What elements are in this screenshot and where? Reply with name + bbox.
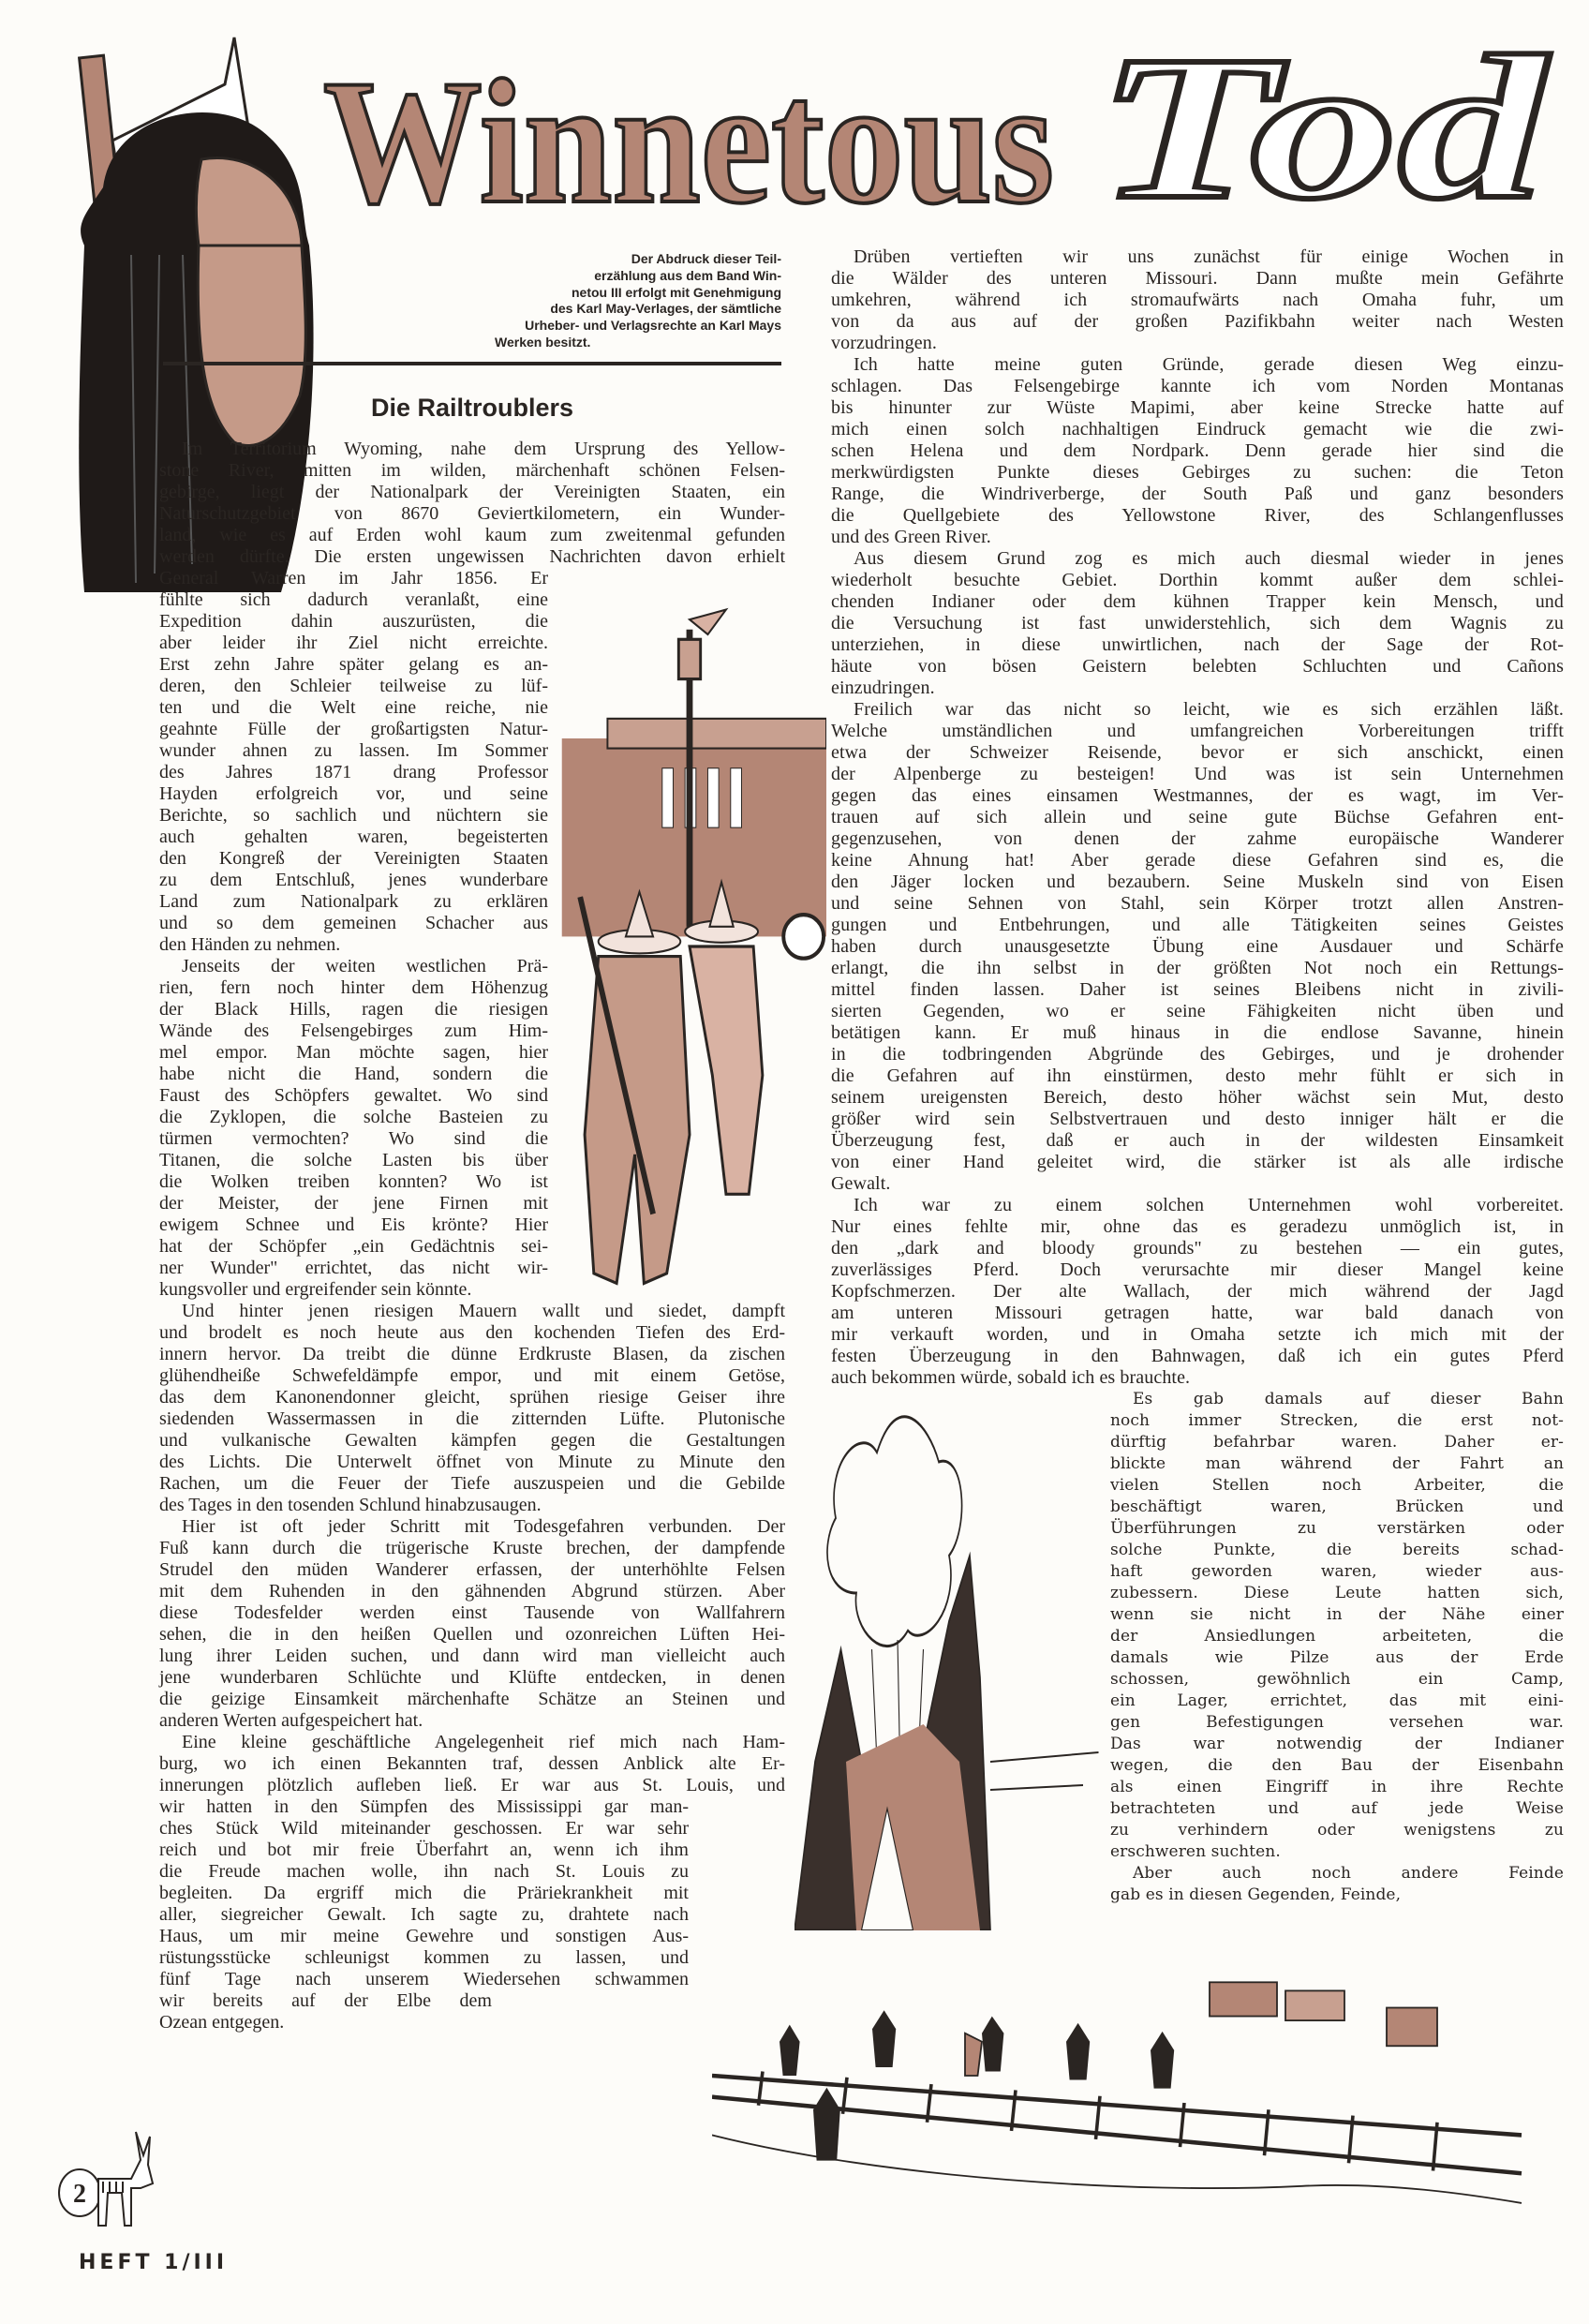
text-line: mittel finden lassen. Daher ist seines Bleibens nicht in zivili- [831,979,1564,1000]
text-line: zuverlässiges Pferd. Doch verursachte mir dieser Mangel keine [831,1259,1564,1280]
text-line: der Ansiedlungen arbeiteten, die [1110,1627,1564,1646]
text-line: umkehren, während ich stromaufwärts nach Omaha fuhr, um [831,290,1564,310]
text-line: hat der Schöpfer „ein Gedächtnis sei- [159,1236,548,1257]
text-line: betrachteten und auf jede Weise [1110,1799,1564,1818]
text-line: schlagen. Das Felsengebirge kannte ich vom Norden Montanas [831,376,1564,396]
text-line: siedenden Wassermassen in die zitternden Lüfte. Plutonische [159,1408,785,1429]
text-line: wegen, die den Bau der Eisenbahn [1110,1756,1564,1775]
text-line: die Gefahren auf ihn einstürmen, desto mehr fühlt er sich in [831,1065,1564,1086]
text-line: die Versuchung ist fast unwiderstehlich, sich dem Wagnis zu [831,613,1564,633]
text-line: Ich war zu einem solchen Unternehmen wohl vorbereitet. [854,1195,1564,1215]
text-line: anderen Werten aufgespeichert hat. [159,1710,423,1731]
text-line: Berichte, so sachlich und nüchtern sie [159,805,548,826]
text-line: noch immer Strecken, die erst not- [1110,1411,1564,1430]
text-line: General Warren im Jahr 1856. Er [159,568,548,588]
text-line: einzudringen. [831,678,935,698]
railway-workers-illustration [712,1940,1555,2212]
text-line: Kopfschmerzen. Der alte Wallach, der mich während der Jagd [831,1281,1564,1302]
text-line: des Jahres 1871 drang Professor [159,762,548,782]
text-line: Welche umständlichen und umfangreichen Vorbereitungen trifft [831,721,1564,741]
text-line: unterziehen, in diese unwirtlichen, nach der Sage der Rot- [831,634,1564,655]
text-line: dürftig befahrbar waren. Daher er- [1110,1433,1564,1452]
text-line: ein Lager, errichtet, das mit eini- [1110,1691,1564,1710]
text-line: zubessern. Diese Leute hatten sich, [1110,1584,1564,1602]
text-line: den Händen zu nehmen. [159,934,341,955]
winnetou-portrait-drawing [81,112,309,246]
text-line: stone River, mitten im wilden, märchenhaft schönen Felsen- [159,460,785,481]
text-line: Rachen, um die Feuer der Tiefe auszuspeien und die Gebilde [159,1473,785,1494]
text-line: haft geworden waren, wieder aus- [1110,1562,1564,1581]
text-line: der Meister, der jene Firnen mit [159,1193,548,1214]
text-line: werden dürfte. Die ersten ungewissen Nachrichten davon erhielt [159,546,785,567]
text-line: Überzeugung fest, daß er auch in der wildesten Einsamkeit [831,1130,1564,1151]
text-line: gab es in diesen Gegenden, Feinde, [1110,1885,1402,1904]
text-line: von einer Hand geleitet wird, die stärker ist als alle irdische [831,1152,1564,1172]
text-line: ches Stück Wild miteinander geschossen. Er war sehr [159,1818,689,1839]
text-line: die geizige Einsamkeit märchenhafte Schätze an Steinen und [159,1689,785,1709]
text-line: Jenseits der weiten westlichen Prä- [182,956,548,976]
text-line: mich einen solch nachhaltigen Eindruck gemacht wie die zwi- [831,419,1564,439]
text-line: land, wie es auf Erden wohl kaum zum zweitenmal gefunden [159,525,785,545]
text-line: Fuß kann durch die trügerische Kruste brechen, der dampfende [159,1538,785,1558]
text-line: gegen das eines einsamen Westmannes, der es wagt, im Ver- [831,785,1564,806]
text-line: Hier ist oft jeder Schritt mit Todesgefahren verbunden. Der [182,1516,785,1537]
text-line: chenden Indianer oder dem kühnen Trapper kein Mensch, und [831,591,1564,612]
text-line: mir verkauft worden, und in Omaha setzte ich mich mit der [831,1324,1564,1345]
note-line: Werken besitzt. [495,334,591,350]
text-line: der Black Hills, ragen die riesigen [159,999,548,1020]
text-line: etwa der Schweizer Reisende, bevor er sich anschickt, einen [831,742,1564,763]
masthead-title-illustration [0,0,1589,246]
text-line: kungsvoller und ergreifender sein könnte. [159,1279,472,1300]
text-line: keine Ahnung hat! Aber gerade diese Gefahren sind es, die [831,850,1564,871]
text-line: zu dem Entschluß, jenes wunderbare [159,870,548,890]
text-line: sierten Gegenden, wo er seine Fähigkeiten nicht üben und [831,1001,1564,1021]
title-word-winnetous: Winnetous [323,44,1054,241]
text-line: habe nicht die Hand, sondern die [159,1064,548,1084]
text-line: Es gab damals auf dieser Bahn [1133,1390,1564,1408]
text-line: festen Überzeugung in den Bahnwagen, daß ich ein gutes Pferd [831,1346,1564,1366]
page-number: 2 [73,2180,86,2209]
text-line: die Wolken treiben konnten? Wo ist [159,1171,548,1192]
title-word-tod: Tod [1096,13,1551,242]
text-line: ten und die Welt eine reiche, nie [159,697,548,718]
text-line: das dem Kanonendonner gleicht, sprühen riesige Geiser ihre [159,1387,785,1408]
text-line: Wände des Felsengebirges zum Him- [159,1020,548,1041]
text-line: Haus, um mir meine Gewehre und sonstigen Aus- [159,1926,689,1946]
text-line: wir hatten in den Sümpfen des Mississippi gar man- [159,1796,689,1817]
text-line: türmen vermochten? Wo sind die [159,1128,548,1149]
text-line: größer wird sein Selbstvertrauen und desto inniger hält er die [831,1109,1564,1129]
text-line: den Jäger locken und bezaubern. Seine Muskeln sind von Eisen [831,872,1564,892]
text-line: innern hervor. Da treibt die dünne Erdkruste Blasen, da zischen [159,1344,785,1364]
text-line: rüstungsstücke schleunigst kommen zu lassen, und [159,1947,689,1968]
text-line: Eine kleine geschäftliche Angelegenheit rief mich nach Ham- [182,1732,785,1752]
text-line: den Kongreß der Vereinigten Staaten [159,848,548,869]
text-line: Aber auch noch andere Feinde [1133,1864,1564,1883]
text-line: mel empor. Man möchte sagen, hier [159,1042,548,1063]
text-line: Das war notwendig der Indianer [1110,1735,1564,1753]
text-line: Titanen, die solche Lasten bis über [159,1150,548,1170]
text-line: damals wie Pilze aus der Erde [1110,1648,1564,1667]
text-line: Range, die Windriverberge, der South Paß und ganz besonders [831,484,1564,504]
text-line: auch gehalten waren, begeisterten [159,827,548,847]
text-line: Ich hatte meine guten Gründe, gerade diesen Weg einzu- [854,354,1564,375]
text-line: sehen, die in den heißen Quellen und ozonreichen Lüften Hei- [159,1624,785,1645]
text-line: diese Todesfelder werden einst Tausende von Wallfahrern [159,1602,785,1623]
text-line: in die todbringenden Abgründe des Gebirges, und je drohender [831,1044,1564,1065]
text-line: beschäftigt waren, Brücken und [1110,1497,1564,1516]
text-line: den „dark and bloody grounds" zu bestehen — ein gutes, [831,1238,1564,1259]
text-line: und des Green River. [831,527,991,547]
text-line: des Lichts. Die Unterwelt öffnet von Minute zu Minute den [159,1452,785,1472]
text-line: schen Helena und dem Nordpark. Denn gerade hier sind die [831,440,1564,461]
text-line: ewigem Schnee und Eis krönte? Hier [159,1214,548,1235]
text-line: häute von bösen Geistern belebten Schluchten und Cañons [831,656,1564,677]
text-line: Faust des Schöpfers gewaltet. Wo sind [159,1085,548,1106]
article-heading: Die Railtroublers [370,394,574,422]
text-line: die Zyklopen, die solche Basteien zu [159,1107,548,1127]
copyright-note [468,251,781,351]
text-line: wenn sie nicht in der Nähe einer [1110,1605,1564,1624]
text-line: merkwürdigsten Punkte dieses Gebirges zu suchen: die Teton [831,462,1564,483]
note-line: Urheber- und Verlagsrechte an Karl Mays [525,318,781,334]
text-line: vorzudringen. [831,333,937,353]
text-line: wiederholt besuchte Gebiet. Dorthin kommt außer dem schlei- [831,570,1564,590]
note-line: Der Abdruck dieser Teil- [631,251,781,266]
text-line: gen Befestigungen versehen war. [1110,1713,1564,1732]
text-line: erschweren suchten. [1110,1842,1281,1861]
canyon-geyser-illustration [794,1368,1104,1930]
text-line: zu verhindern oder wenigstens zu [1110,1821,1564,1840]
text-line: solche Punkte, die bereits schad- [1110,1541,1564,1559]
text-line: gegenzusehen, von denen der zahme europäische Wanderer [831,828,1564,849]
text-line: Expedition dahin auszurüsten, die [159,611,548,632]
text-line: Drüben vertieften wir uns zunächst für einige Wochen in [854,246,1564,267]
text-line: des Tages in den tosenden Schlund hinabzusaugen. [159,1495,542,1515]
text-line: glühendheiße Schwefeldämpfe empor, und mit einem Getöse, [159,1365,785,1386]
text-line: reich und bot mir freie Überfahrt an, wenn ich ihm [159,1840,689,1860]
text-line: geahnte Fülle der großartigsten Natur- [159,719,548,739]
text-line: die Wälder des unteren Missouri. Dann mußte mein Gefährte [831,268,1564,289]
text-line: fühlte sich dadurch veranlaßt, eine [159,589,548,610]
text-line: jene wunderbaren Schlüchte und Klüfte entdecken, in denen [159,1667,785,1688]
text-line: begleiten. Da ergriff mich die Präriekrankheit mit [159,1883,689,1903]
text-line: seinem ureigensten Bereich, desto höher wächst sein Mut, desto [831,1087,1564,1108]
text-line: Erst zehn Jahre später gelang es an- [159,654,548,675]
text-line: blickte man während der Fahrt an [1110,1454,1564,1473]
text-line: lung ihrer Leiden suchen, und dann wird man vielleicht auch [159,1646,785,1666]
text-line: die Quellgebiete des Yellowstone River, des Schlangenflusses [831,505,1564,526]
text-line: Aus diesem Grund zog es mich auch diesmal wieder in jenes [854,548,1564,569]
text-line: wir bereits auf der Elbe dem [159,1990,492,2011]
text-line: und so dem gemeinen Schacher aus [159,913,548,933]
text-line: die Freude machen wolle, ihn nach St. Louis zu [159,1861,689,1882]
text-line: schossen, gewöhnlich ein Camp, [1110,1670,1564,1689]
text-line: Nur eines fehlte mir, ohne das es geradezu unmöglich ist, in [831,1216,1564,1237]
text-line: Im Territorium Wyoming, nahe dem Ursprung des Yellow- [182,439,785,459]
text-line: innerungen plötzlich aufleben ließ. Er war aus St. Louis, und [159,1775,785,1795]
text-line: Naturschutzgebiet von 8670 Geviertkilometern, ein Wunder- [159,503,785,524]
text-line: bis hinunter zur Wüste Mapimi, aber keine Strecke hatte auf [831,397,1564,418]
text-line: rien, fern noch hinter dem Höhenzug [159,977,548,998]
text-line: Ozean entgegen. [159,2012,285,2033]
text-line: Land zum Nationalpark zu erklären [159,891,548,912]
text-line: Strudel den müden Wanderer erfassen, der unterhöhlte Felsen [159,1559,785,1580]
donkey-page-number-icon [52,2127,155,2230]
text-line: Und hinter jenen riesigen Mauern wallt und siedet, dampft [182,1301,785,1321]
text-line: Gewalt. [831,1173,891,1194]
text-line: trauen auf sich allein und seine gute Büchse Gefahren ent- [831,807,1564,827]
note-line: erzählung aus dem Band Win- [594,267,781,283]
text-line: der Alpenberge zu besteigen! Und was ist sein Unternehmen [831,764,1564,784]
train-travellers-illustration [553,600,826,1293]
text-line: erlangt, die ihn selbst in der größten Not noch ein Rettungs- [831,958,1564,978]
text-line: gungen und Entbehrungen, und alle Tätigkeiten seines Geistes [831,915,1564,935]
text-line: von da aus auf der großen Pazifikbahn weiter nach Westen [831,311,1564,332]
note-line: des Karl May-Verlages, der sämtliche [550,301,781,317]
text-line: mit dem Ruhenden in den gähnenden Abgrund stürzen. Aber [159,1581,785,1601]
note-line: netou III erfolgt mit Genehmigung [572,284,781,300]
text-line: burg, wo ich einen Bekannten traf, dessen Anblick alte Er- [159,1753,785,1774]
text-line: deren, den Schleier teilweise zu lüf- [159,676,548,696]
text-line: und brodelt es noch heute aus den kochenden Tiefen des Erd- [159,1322,785,1343]
text-line: aber leider ihr Ziel nicht erreichte. [159,633,548,653]
text-line: Überführungen zu verstärken oder [1110,1519,1564,1538]
text-line: fünf Tage nach unserem Wiedersehen schwammen [159,1969,689,1989]
text-line: auch bekommen würde, sobald ich es brauchte. [831,1367,1191,1388]
text-line: und seine Sehnen von Stahl, sein Körper trotzt allen Anstren- [831,893,1564,914]
text-line: Freilich war das nicht so leicht, wie es sich erzählen läßt. [854,699,1564,720]
section-divider [163,362,781,365]
text-line: vielen Stellen noch Arbeiter, die [1110,1476,1564,1495]
text-line: haben durch unausgesetzte Übung eine Ausdauer und Schärfe [831,936,1564,957]
text-line: wunder ahnen zu lassen. Im Sommer [159,740,548,761]
text-line: Hayden erfolgreich vor, und seine [159,783,548,804]
text-line: gebirge, liegt der Nationalpark der Vereinigten Staaten, ein [159,482,785,502]
text-line: und vulkanische Gewalten kämpfen gegen die Gestaltungen [159,1430,785,1451]
text-line: betätigen kann. Er muß hinaus in die endlose Savanne, hinein [831,1022,1564,1043]
text-line: aller, siegreicher Gewalt. Ich sagte zu, drahtete nach [159,1904,689,1925]
issue-label: HEFT 1/III [79,2251,229,2274]
text-line: als einen Eingriff in ihre Rechte [1110,1778,1564,1796]
text-line: am unteren Missouri getragen hatte, war bald danach von [831,1303,1564,1323]
text-line: ner Wunder" errichtet, das nicht wir- [159,1258,548,1278]
